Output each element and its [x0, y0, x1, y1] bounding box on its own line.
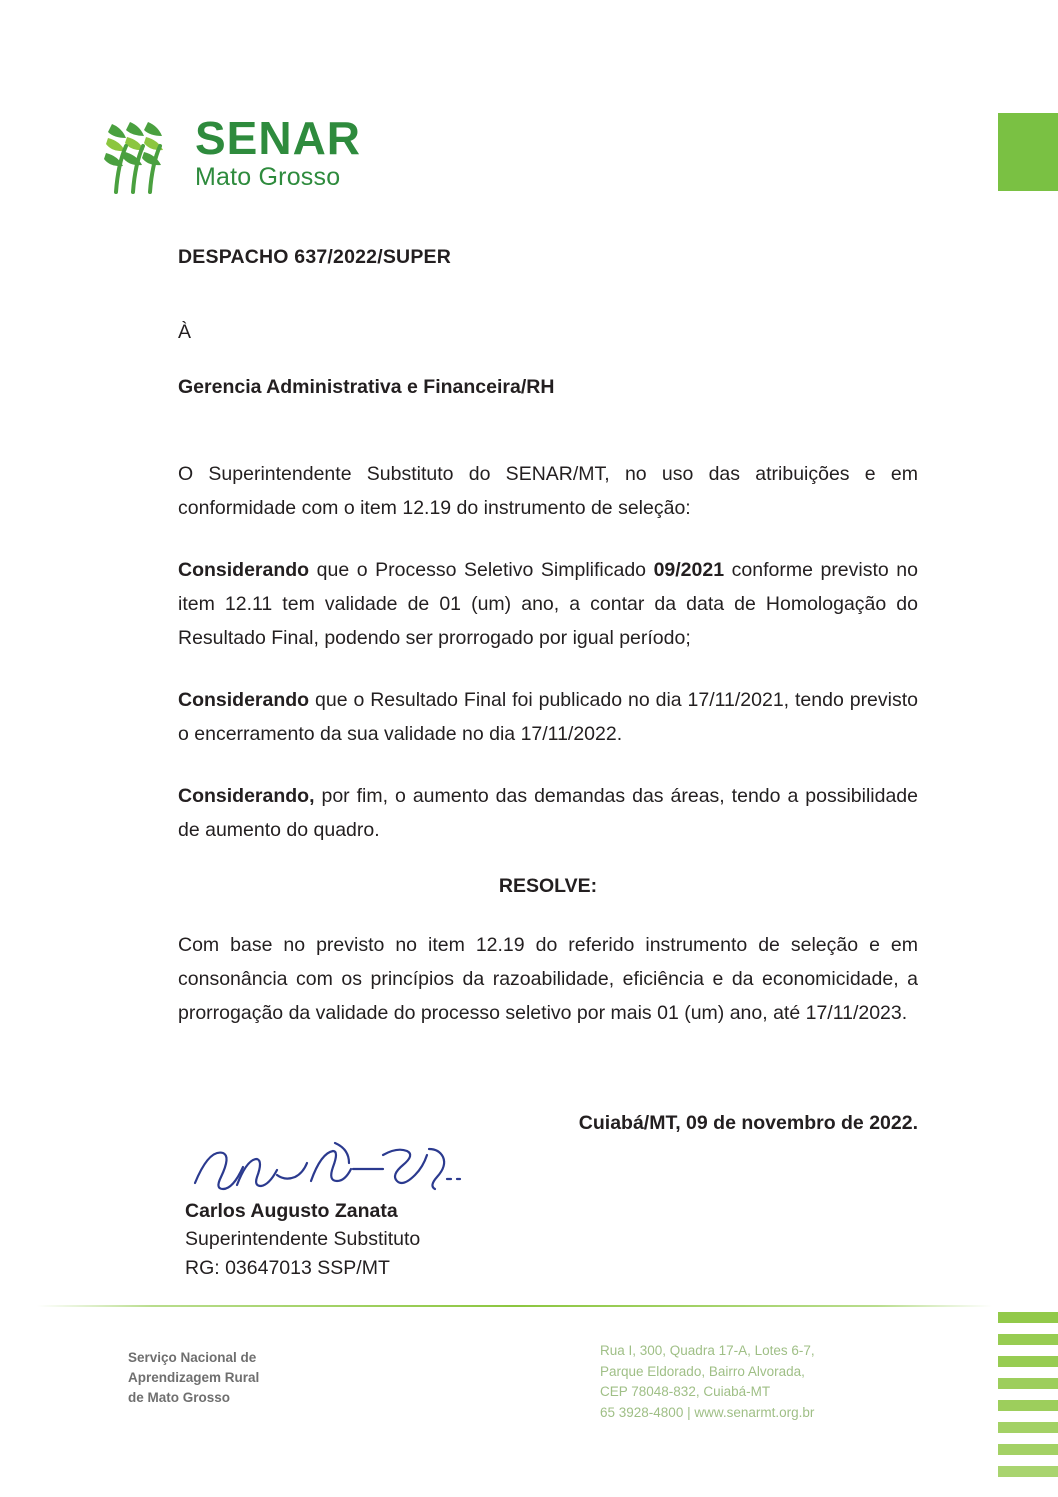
document-title: DESPACHO 637/2022/SUPER	[178, 246, 452, 268]
decorative-stripe	[998, 1378, 1058, 1389]
decorative-green-bar-top	[998, 113, 1058, 191]
footer-org-line-1: Serviço Nacional de	[128, 1350, 257, 1365]
considerando-lead-1: Considerando	[178, 559, 310, 581]
resolve-heading: RESOLVE:	[498, 875, 598, 897]
city-and-date: Cuiabá/MT, 09 de novembro de 2022.	[578, 1112, 918, 1134]
decorative-stripe	[998, 1312, 1058, 1323]
footer-address-line-4: 65 3928-4800 | www.senarmt.org.br	[600, 1404, 815, 1420]
considerando-lead-3: Considerando,	[178, 785, 315, 807]
decorative-stripe	[998, 1400, 1058, 1411]
intro-paragraph: O Superintendente Substituto do SENAR/MT, no uso das atribuições e em conformidade com o item 12.19 do instrumento de seleção:	[178, 463, 918, 519]
senar-logo	[100, 112, 400, 197]
handwritten-signature-icon	[185, 1135, 705, 1195]
decorative-stripe	[998, 1444, 1058, 1455]
addressee-prefix: À	[178, 321, 192, 343]
considerando-lead-2: Considerando	[178, 689, 310, 711]
document-body	[178, 246, 918, 1135]
decorative-green-stripes-bottom	[998, 1312, 1058, 1497]
logo-text	[195, 112, 361, 191]
decorative-stripe	[998, 1466, 1058, 1477]
footer-divider	[37, 1305, 992, 1307]
signer-role: Superintendente Substituto	[185, 1228, 421, 1250]
footer-address	[600, 1341, 815, 1423]
signature-block	[185, 1135, 705, 1283]
considerando-text-after-1: conforme previsto no item 12.11 tem validade de 01 (um) ano, a contar da data de Homologação do Resultado Final, podendo ser prorrogado por igual período;	[178, 559, 918, 649]
footer-org-line-3: de Mato Grosso	[128, 1390, 231, 1405]
considerando-paragraph-3	[178, 779, 918, 847]
footer-org-line-2: Aprendizagem Rural	[128, 1370, 260, 1385]
brand-name: SENAR	[195, 112, 362, 164]
footer-address-line-1: Rua I, 300, Quadra 17-A, Lotes 6-7,	[600, 1343, 815, 1358]
decorative-stripe	[998, 1334, 1058, 1345]
decorative-stripe	[998, 1356, 1058, 1367]
considerando-text-after-2: que o Resultado Final foi publicado no dia 17/11/2021, tendo previsto o encerramento da sua validade no dia 17/11/2022.	[178, 689, 918, 745]
footer-organization	[128, 1348, 259, 1408]
decorative-stripe	[998, 1422, 1058, 1433]
considerando-text-before-1: que o Processo Seletivo Simplificado	[309, 559, 654, 581]
footer-address-line-3: CEP 78048-832, Cuiabá-MT	[600, 1384, 771, 1399]
resolution-paragraph: Com base no previsto no item 12.19 do referido instrumento de seleção e em consonância com os princípios da razoabilidade, eficiência e da economicidade, a prorrogação da validade do processo seletivo por mais 01 (um) ano, até 17/11/2023.	[178, 934, 918, 1024]
considerando-bold-mid-1: 09/2021	[653, 559, 725, 581]
brand-state: Mato Grosso	[195, 163, 341, 191]
senar-wheat-logo-icon	[100, 116, 188, 194]
considerando-paragraph-2	[178, 683, 918, 751]
considerando-text-after-3: por fim, o aumento das demandas das áreas, tendo a possibilidade de aumento do quadro.	[178, 785, 918, 841]
footer-address-line-2: Parque Eldorado, Bairro Alvorada,	[600, 1363, 805, 1379]
addressee: Gerencia Administrativa e Financeira/RH	[178, 376, 555, 398]
signer-rg: RG: 03647013 SSP/MT	[185, 1257, 390, 1279]
considerando-paragraph-1	[178, 553, 918, 655]
signer-name: Carlos Augusto Zanata	[185, 1200, 398, 1222]
